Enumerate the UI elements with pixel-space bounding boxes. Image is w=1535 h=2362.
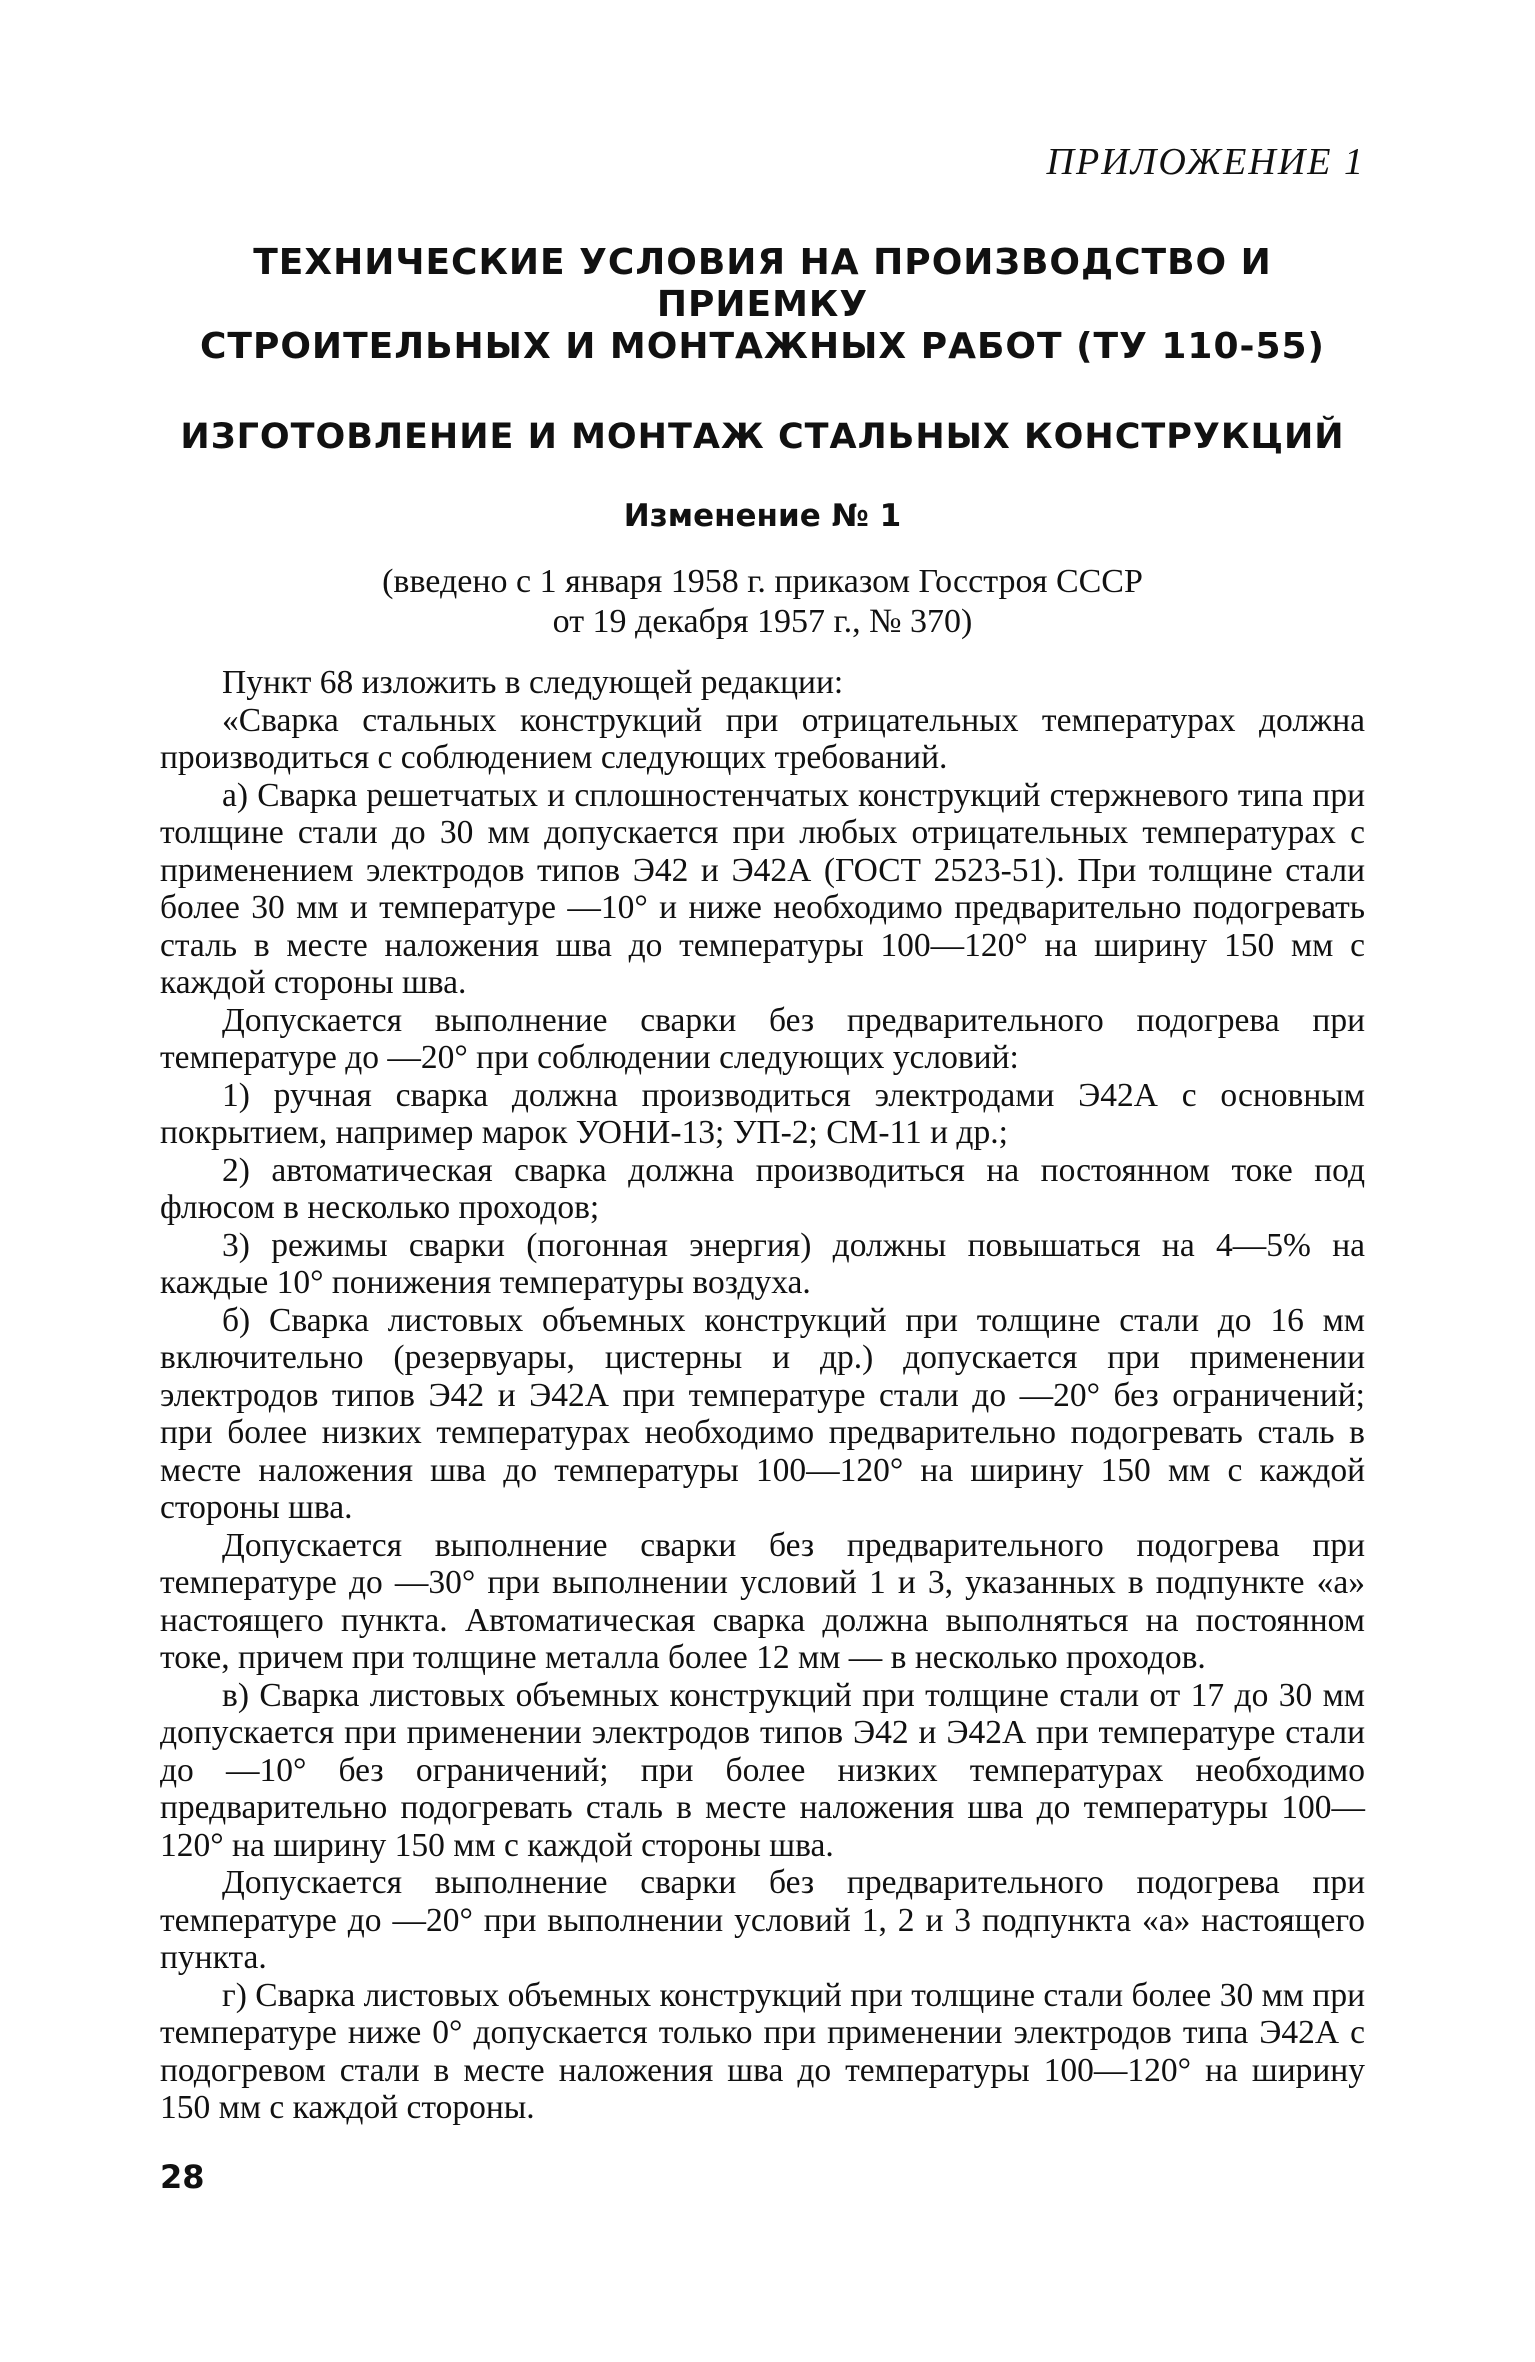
- paragraph: 2) автоматическая сварка должна производиться на постоянном токе под флюсом в несколько проходов;: [160, 1151, 1365, 1226]
- document-title: [160, 242, 1365, 368]
- intro-line-1: (введено с 1 января 1958 г. приказом Госстроя СССР: [382, 563, 1143, 600]
- appendix-label: ПРИЛОЖЕНИЕ 1: [1046, 141, 1365, 183]
- change-number: Изменение № 1: [623, 498, 902, 534]
- paragraph: «Сварка стальных конструкций при отрицательных температурах должна производиться с соблюдением следующих требований.: [160, 701, 1365, 776]
- section-subtitle: ИЗГОТОВЛЕНИЕ И МОНТАЖ СТАЛЬНЫХ КОНСТРУКЦИЙ: [180, 417, 1345, 457]
- paragraph: Допускается выполнение сварки без предварительного подогрева при температуре до —20° при выполнении условий 1, 2 и 3 подпункта «а» настоящего пункта.: [160, 1864, 1365, 1976]
- paragraph: б) Сварка листовых объемных конструкций при толщине стали до 16 мм включительно (резервуары, цистерны и др.) допускается при применении электродов типов Э42 и Э42А при температуре стали до —20° без ограничений; при более низких температурах необходимо предварительно подогревать сталь в месте наложения шва до температуры 100—120° на ширину 150 мм с каждой стороны шва.: [160, 1301, 1365, 1526]
- paragraph: в) Сварка листовых объемных конструкций при толщине стали от 17 до 30 мм допускается при применении электродов типов Э42 и Э42А при температуре стали до —10° без ограничений; при более низких температурах необходимо предварительно подогревать сталь в месте наложения шва до температуры 100—120° на ширину 150 мм с каждой стороны шва.: [160, 1676, 1365, 1864]
- title-line-2: СТРОИТЕЛЬНЫХ И МОНТАЖНЫХ РАБОТ (ТУ 110-55): [199, 326, 1326, 367]
- paragraph: Пункт 68 изложить в следующей редакции:: [222, 664, 844, 701]
- document-page: [160, 140, 1365, 2127]
- title-line-1: ТЕХНИЧЕСКИЕ УСЛОВИЯ НА ПРОИЗВОДСТВО И ПРИЕМКУ: [253, 242, 1272, 325]
- paragraph: 3) режимы сварки (погонная энергия) должны повышаться на 4—5% на каждые 10° понижения температуры воздуха.: [160, 1226, 1365, 1301]
- intro-line-2: от 19 декабря 1957 г., № 370): [552, 603, 973, 640]
- change-intro: [160, 562, 1365, 642]
- paragraph: г) Сварка листовых объемных конструкций при толщине стали более 30 мм при температуре ниже 0° допускается только при применении электродов типа Э42А с подогревом стали в месте наложения шва до температуры 100—120° на ширину 150 мм с каждой стороны.: [160, 1976, 1365, 2126]
- body-text: [160, 664, 1365, 2127]
- paragraph: Допускается выполнение сварки без предварительного подогрева при температуре до —20° при соблюдении следующих условий:: [160, 1001, 1365, 1076]
- paragraph: 1) ручная сварка должна производиться электродами Э42А с основным покрытием, например марок УОНИ-13; УП-2; СМ-11 и др.;: [160, 1076, 1365, 1151]
- page-number: 28: [160, 2158, 205, 2196]
- paragraph: а) Сварка решетчатых и сплошностенчатых конструкций стержневого типа при толщине стали до 30 мм допускается при любых отрицательных температурах с применением электродов типов Э42 и Э42А (ГОСТ 2523-51). При толщине стали более 30 мм и температуре —10° и ниже необходимо предварительно подогревать сталь в месте наложения шва до температуры 100—120° на ширину 150 мм с каждой стороны шва.: [160, 776, 1365, 1001]
- paragraph: Допускается выполнение сварки без предварительного подогрева при температуре до —30° при выполнении условий 1 и 3, указанных в подпункте «а» настоящего пункта. Автоматическая сварка должна выполняться на постоянном токе, причем при толщине металла более 12 мм — в несколько проходов.: [160, 1526, 1365, 1676]
